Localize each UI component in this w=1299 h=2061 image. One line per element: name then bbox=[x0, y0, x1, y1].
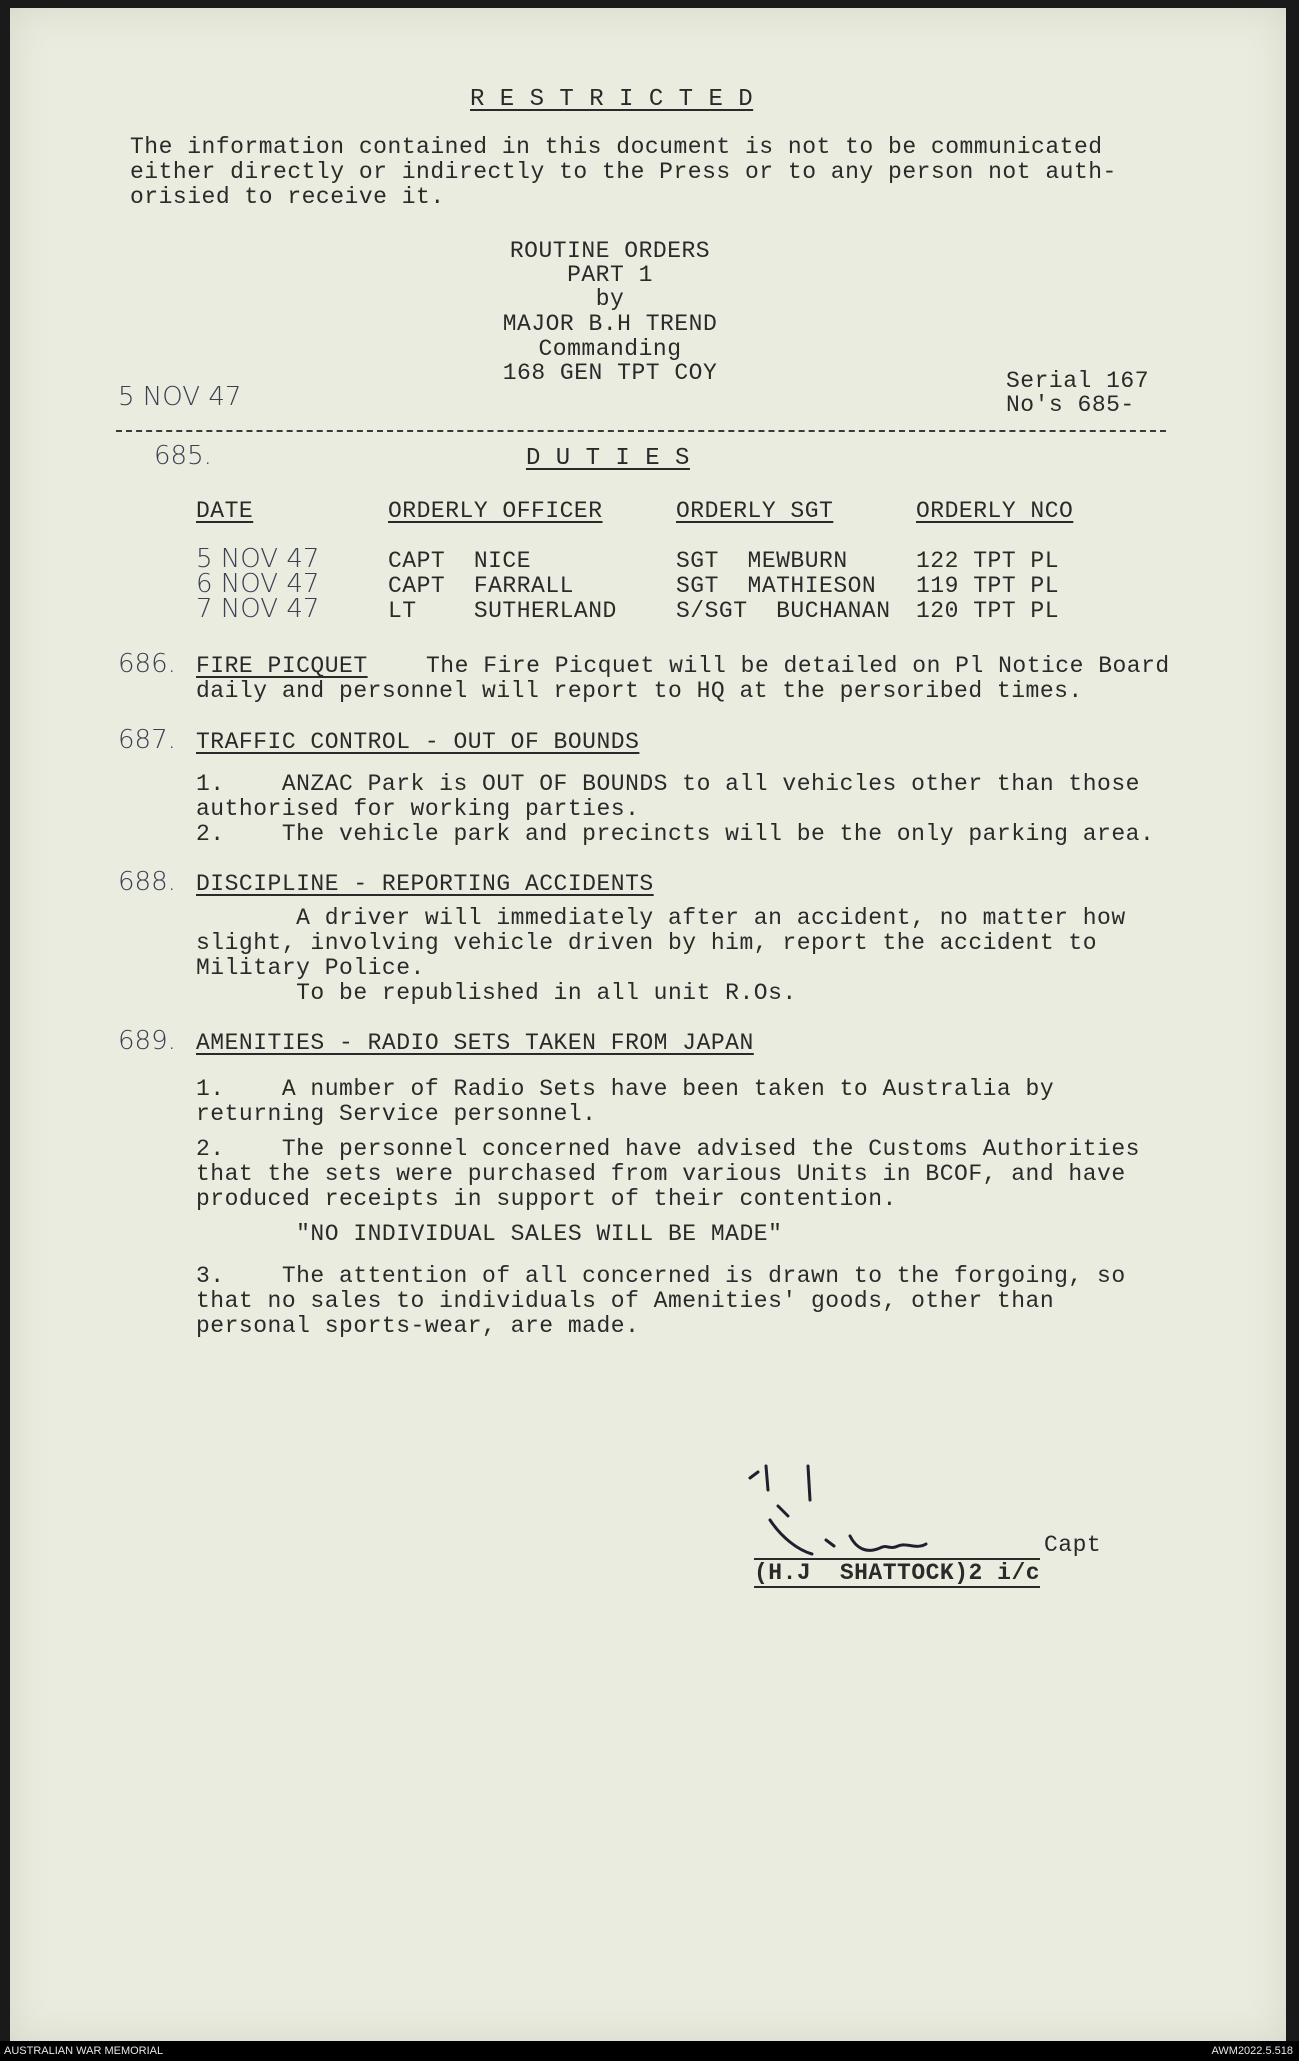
archive-footer bbox=[0, 2041, 1299, 2061]
duty-date: 6 NOV 47 bbox=[196, 569, 320, 599]
title-line: 168 GEN TPT COY bbox=[502, 360, 718, 386]
order-line: authorised for working parties. bbox=[196, 796, 640, 822]
orderly-nco: 119 TPT PL bbox=[916, 573, 1060, 599]
order-number: 687. bbox=[118, 725, 176, 755]
orderly-sgt: SGT MEWBURN bbox=[676, 548, 848, 574]
order-line: returning Service personnel. bbox=[196, 1101, 597, 1127]
order-line: 2. The personnel concerned have advised the Customs Authorities bbox=[196, 1136, 1140, 1162]
notice-line-3: orisied to receive it. bbox=[130, 184, 445, 210]
order-line: To be republished in all unit R.Os. bbox=[196, 980, 797, 1006]
archive-name: AUSTRALIAN WAR MEMORIAL bbox=[4, 2045, 164, 2057]
order-number: 685. bbox=[154, 441, 212, 471]
issue-date: 5 NOV 47 bbox=[118, 382, 242, 412]
title-line: MAJOR B.H TREND bbox=[502, 311, 718, 337]
duty-date: 5 NOV 47 bbox=[196, 544, 320, 574]
archive-reference: AWM2022.5.518 bbox=[1211, 2045, 1293, 2057]
column-header-sgt: ORDERLY SGT bbox=[676, 498, 834, 524]
order-line: "NO INDIVIDUAL SALES WILL BE MADE" bbox=[196, 1221, 783, 1247]
order-title: FIRE PICQUET bbox=[196, 653, 368, 679]
signature-scribble bbox=[730, 1458, 1060, 1568]
order-title: DISCIPLINE - REPORTING ACCIDENTS bbox=[196, 871, 654, 897]
order-line: produced receipts in support of their contention. bbox=[196, 1186, 897, 1212]
order-numbers: No's 685- bbox=[1006, 392, 1135, 418]
signatory-rank: Capt bbox=[1044, 1532, 1102, 1558]
order-line: The Fire Picquet will be detailed on Pl Notice Board bbox=[426, 653, 1170, 679]
column-header-date: DATE bbox=[196, 498, 254, 524]
order-line: that the sets were purchased from various Units in BCOF, and have bbox=[196, 1161, 1126, 1187]
divider bbox=[116, 430, 1166, 432]
serial-number: Serial 167 bbox=[1006, 368, 1150, 394]
orderly-nco: 120 TPT PL bbox=[916, 598, 1060, 624]
duty-date: 7 NOV 47 bbox=[196, 594, 320, 624]
order-line: slight, involving vehicle driven by him, report the accident to bbox=[196, 930, 1098, 956]
notice-line-1: The information contained in this document is not to be communicated bbox=[130, 134, 1103, 160]
orderly-sgt: SGT MATHIESON bbox=[676, 573, 877, 599]
order-title: AMENITIES - RADIO SETS TAKEN FROM JAPAN bbox=[196, 1030, 754, 1056]
duties-heading: D U T I E S bbox=[526, 445, 690, 472]
order-line: 1. A number of Radio Sets have been taken to Australia by bbox=[196, 1076, 1055, 1102]
orderly-officer: CAPT NICE bbox=[388, 548, 532, 574]
column-header-officer: ORDERLY OFFICER bbox=[388, 498, 603, 524]
order-line: daily and personnel will report to HQ at the persoribed times. bbox=[196, 678, 1083, 704]
order-number: 686. bbox=[118, 649, 176, 679]
title-line: Commanding bbox=[538, 336, 682, 362]
notice-line-2: either directly or indirectly to the Press or to any person not auth- bbox=[130, 159, 1117, 185]
order-title: TRAFFIC CONTROL - OUT OF BOUNDS bbox=[196, 729, 640, 755]
order-line: that no sales to individuals of Amenities' goods, other than bbox=[196, 1288, 1055, 1314]
orderly-officer: LT SUTHERLAND bbox=[388, 598, 617, 624]
classification-heading: R E S T R I C T E D bbox=[470, 86, 754, 113]
order-line: personal sports-wear, are made. bbox=[196, 1313, 640, 1339]
order-line: Military Police. bbox=[196, 955, 425, 981]
order-line: 1. ANZAC Park is OUT OF BOUNDS to all vehicles other than those bbox=[196, 771, 1140, 797]
signatory-name: (H.J SHATTOCK)2 i/c bbox=[754, 1560, 1041, 1586]
orderly-nco: 122 TPT PL bbox=[916, 548, 1060, 574]
order-line: 3. The attention of all concerned is drawn to the forgoing, so bbox=[196, 1263, 1126, 1289]
title-line: ROUTINE ORDERS bbox=[509, 238, 711, 264]
order-number: 689. bbox=[118, 1026, 176, 1056]
order-line: 2. The vehicle park and precincts will be the only parking area. bbox=[196, 821, 1155, 847]
title-line: by bbox=[595, 286, 625, 312]
orderly-sgt: S/SGT BUCHANAN bbox=[676, 598, 891, 624]
title-line: PART 1 bbox=[567, 262, 653, 288]
order-line: A driver will immediately after an accident, no matter how bbox=[196, 905, 1126, 931]
column-header-nco: ORDERLY NCO bbox=[916, 498, 1074, 524]
document-page bbox=[10, 8, 1286, 2041]
order-number: 688. bbox=[118, 867, 176, 897]
orderly-officer: CAPT FARRALL bbox=[388, 573, 574, 599]
